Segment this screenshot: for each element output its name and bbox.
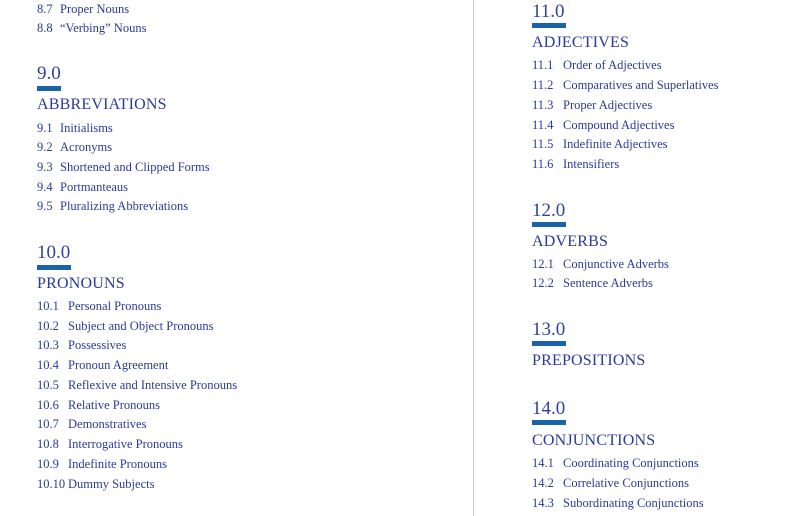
entry-label: Acronyms xyxy=(60,140,113,154)
toc-entry-10-7[interactable] xyxy=(37,416,146,432)
column-divider xyxy=(473,0,474,516)
entry-label: Comparatives and Superlatives xyxy=(563,78,719,92)
entry-number: 11.6 xyxy=(532,157,554,171)
toc-entry-11-1[interactable] xyxy=(532,57,662,73)
entry-number: 8.8 xyxy=(37,21,53,35)
entry-number: 10.8 xyxy=(37,437,59,451)
entry-number: 10.6 xyxy=(37,398,59,412)
toc-entry-10-1[interactable] xyxy=(37,298,161,314)
entry-label: Coordinating Conjunctions xyxy=(563,456,699,470)
entry-number: 10.10 xyxy=(37,477,66,491)
entry-number: 9.1 xyxy=(37,121,53,135)
entry-label: Initialisms xyxy=(60,121,113,135)
entry-number: 10.5 xyxy=(37,378,59,392)
toc-entry-9-3[interactable] xyxy=(37,159,210,175)
section-14-number[interactable]: 14.0 xyxy=(532,398,566,419)
section-9-title[interactable]: ABBREVIATIONS xyxy=(37,96,167,113)
entry-label: Interrogative Pronouns xyxy=(68,437,183,451)
entry-number: 12.1 xyxy=(532,257,554,271)
toc-entry-9-4[interactable] xyxy=(37,179,128,195)
section-11-bar xyxy=(532,23,566,28)
toc-entry-10-2[interactable] xyxy=(37,318,213,334)
entry-label: Possessives xyxy=(68,338,127,352)
section-9-bar xyxy=(37,86,61,91)
toc-entry-11-4[interactable] xyxy=(532,117,674,133)
entry-number: 8.7 xyxy=(37,2,53,16)
toc-entry-11-2[interactable] xyxy=(532,77,719,93)
entry-label: Compound Adjectives xyxy=(563,118,675,132)
entry-label: Demonstratives xyxy=(68,417,147,431)
entry-label: Shortened and Clipped Forms xyxy=(60,160,210,174)
entry-label: Indefinite Pronouns xyxy=(68,457,167,471)
toc-entry-8-7[interactable] xyxy=(37,1,129,17)
entry-number: 11.4 xyxy=(532,118,554,132)
section-11-number[interactable]: 11.0 xyxy=(532,1,565,22)
toc-entry-9-5[interactable] xyxy=(37,198,188,214)
section-13-bar xyxy=(532,341,566,346)
entry-label: Subject and Object Pronouns xyxy=(68,319,214,333)
entry-number: 10.7 xyxy=(37,417,59,431)
toc-entry-10-8[interactable] xyxy=(37,436,183,452)
toc-entry-14-3[interactable] xyxy=(532,495,704,511)
entry-label: Conjunctive Adverbs xyxy=(563,257,669,271)
entry-number: 14.2 xyxy=(532,476,554,490)
toc-entry-10-10[interactable] xyxy=(37,476,154,492)
entry-label: Order of Adjectives xyxy=(563,58,662,72)
toc-entry-11-6[interactable] xyxy=(532,156,619,172)
entry-label: Reflexive and Intensive Pronouns xyxy=(68,378,238,392)
toc-entry-9-2[interactable] xyxy=(37,139,112,155)
entry-number: 10.4 xyxy=(37,358,59,372)
toc-entry-12-1[interactable] xyxy=(532,256,669,272)
toc-entry-8-8[interactable] xyxy=(37,20,146,36)
entry-label: Dummy Subjects xyxy=(68,477,155,491)
entry-label: Correlative Conjunctions xyxy=(563,476,690,490)
toc-entry-10-5[interactable] xyxy=(37,377,237,393)
entry-label: Pronoun Agreement xyxy=(68,358,169,372)
entry-label: “Verbing” Nouns xyxy=(60,21,147,35)
entry-label: Indefinite Adjectives xyxy=(563,137,668,151)
entry-number: 11.3 xyxy=(532,98,554,112)
entry-number: 10.3 xyxy=(37,338,59,352)
entry-number: 11.5 xyxy=(532,137,554,151)
section-11-title[interactable]: ADJECTIVES xyxy=(532,34,630,51)
entry-label: Proper Nouns xyxy=(60,2,130,16)
entry-number: 10.1 xyxy=(37,299,59,313)
entry-label: Portmanteaus xyxy=(60,180,129,194)
toc-entry-14-1[interactable] xyxy=(532,455,699,471)
entry-number: 14.1 xyxy=(532,456,554,470)
toc-entry-11-5[interactable] xyxy=(532,136,667,152)
toc-entry-11-3[interactable] xyxy=(532,97,652,113)
entry-number: 9.4 xyxy=(37,180,53,194)
section-14-bar xyxy=(532,420,566,425)
section-13-title[interactable]: PREPOSITIONS xyxy=(532,352,646,369)
entry-label: Subordinating Conjunctions xyxy=(563,496,704,510)
entry-number: 14.3 xyxy=(532,496,554,510)
section-10-bar xyxy=(37,265,71,270)
toc-entry-10-4[interactable] xyxy=(37,357,168,373)
toc-entry-14-2[interactable] xyxy=(532,475,689,491)
toc-entry-10-3[interactable] xyxy=(37,337,126,353)
entry-label: Intensifiers xyxy=(563,157,620,171)
section-14-title[interactable]: CONJUNCTIONS xyxy=(532,432,656,449)
section-12-title[interactable]: ADVERBS xyxy=(532,233,609,250)
section-10-title[interactable]: PRONOUNS xyxy=(37,275,125,292)
section-10-number[interactable]: 10.0 xyxy=(37,242,71,263)
entry-number: 9.3 xyxy=(37,160,53,174)
section-12-number[interactable]: 12.0 xyxy=(532,200,566,221)
entry-number: 12.2 xyxy=(532,276,554,290)
section-12-bar xyxy=(532,222,566,227)
entry-label: Proper Adjectives xyxy=(563,98,653,112)
toc-entry-12-2[interactable] xyxy=(532,275,653,291)
entry-number: 10.9 xyxy=(37,457,59,471)
entry-label: Relative Pronouns xyxy=(68,398,161,412)
entry-number: 9.5 xyxy=(37,199,53,213)
entry-number: 10.2 xyxy=(37,319,59,333)
entry-label: Personal Pronouns xyxy=(68,299,162,313)
entry-label: Sentence Adverbs xyxy=(563,276,653,290)
toc-entry-9-1[interactable] xyxy=(37,120,113,136)
toc-entry-10-9[interactable] xyxy=(37,456,167,472)
toc-entry-10-6[interactable] xyxy=(37,397,160,413)
entry-number: 11.2 xyxy=(532,78,554,92)
section-13-number[interactable]: 13.0 xyxy=(532,319,566,340)
entry-label: Pluralizing Abbreviations xyxy=(60,199,189,213)
entry-number: 9.2 xyxy=(37,140,53,154)
entry-number: 11.1 xyxy=(532,58,554,72)
section-9-number[interactable]: 9.0 xyxy=(37,63,61,84)
